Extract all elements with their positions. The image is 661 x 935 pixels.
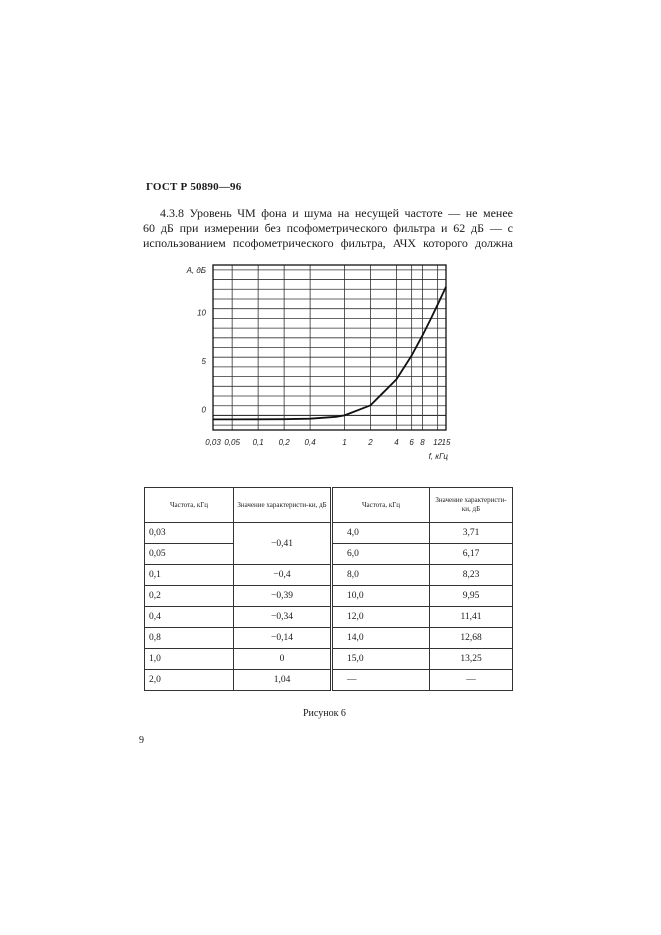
cell-value-2: 8,23 [430, 565, 513, 586]
paragraph-line: 4.3.8 Уровень ЧМ фона и шума на несущей частоте — не менее [160, 206, 513, 220]
header-frequency-1: Частота, кГц [145, 488, 234, 523]
cell-value-2: 6,17 [430, 544, 513, 565]
table-row [145, 586, 513, 607]
y-tick-labels [197, 308, 206, 414]
cell-value-1: −0,14 [234, 628, 332, 649]
cell-frequency-1: 2,0 [145, 670, 234, 691]
page-number: 9 [139, 735, 144, 746]
frequency-response-table [144, 487, 513, 691]
cell-frequency-2: 6,0 [332, 544, 430, 565]
x-tick-label: 12 [433, 438, 443, 447]
x-tick-label: 8 [420, 438, 425, 447]
paragraph-line: 60 дБ при измерении без псофометрического фильтра и 62 дБ — с [143, 221, 513, 235]
cell-frequency-2: 12,0 [332, 607, 430, 628]
chart-grid [213, 265, 446, 430]
y-tick-label: 10 [197, 308, 206, 318]
cell-value-1: 0 [234, 649, 332, 670]
cell-frequency-1: 1,0 [145, 649, 234, 670]
x-tick-label: 4 [394, 438, 399, 447]
chart-curve-group [213, 287, 446, 420]
cell-frequency-1: 0,1 [145, 565, 234, 586]
x-axis-label: f, кГц [428, 452, 448, 461]
cell-frequency-2: 4,0 [332, 523, 430, 544]
table-row [145, 607, 513, 628]
cell-value-2: 3,71 [430, 523, 513, 544]
cell-frequency-2: 14,0 [332, 628, 430, 649]
cell-value-2: 13,25 [430, 649, 513, 670]
y-axis-label: A, дБ [186, 266, 206, 275]
cell-frequency-2: 15,0 [332, 649, 430, 670]
x-tick-label: 0,05 [224, 438, 240, 447]
x-tick-label: 0,4 [304, 438, 316, 447]
cell-value-2: 9,95 [430, 586, 513, 607]
cell-value-2: 12,68 [430, 628, 513, 649]
cell-frequency-1: 0,05 [145, 544, 234, 565]
header-value-1: Значение характеристи-ки, дБ [234, 488, 332, 523]
cell-frequency-1: 0,2 [145, 586, 234, 607]
paragraph-line: использованием псофометрического фильтра, АЧХ которого должна [143, 236, 513, 250]
x-tick-label: 2 [368, 438, 373, 447]
cell-frequency-1: 0,03 [145, 523, 234, 544]
table-row [145, 565, 513, 586]
table-body [145, 523, 513, 691]
cell-frequency-2: 8,0 [332, 565, 430, 586]
cell-frequency-2: 10,0 [332, 586, 430, 607]
x-tick-label: 0,1 [252, 438, 264, 447]
table-row [145, 628, 513, 649]
table-row [145, 670, 513, 691]
y-tick-label: 0 [201, 405, 206, 415]
cell-frequency-2: — [332, 670, 430, 691]
header-value-2: Значение характеристи-ки, дБ [430, 488, 513, 523]
table-header-row [145, 488, 513, 523]
cell-value-1: −0,4 [234, 565, 332, 586]
x-tick-labels [205, 438, 451, 447]
table-row [145, 649, 513, 670]
document-code-header: ГОСТ Р 50890—96 [146, 181, 242, 193]
x-tick-label: 0,2 [278, 438, 290, 447]
x-tick-label: 0,03 [205, 438, 221, 447]
x-tick-label: 6 [409, 438, 414, 447]
figure-caption: Рисунок 6 [303, 708, 346, 719]
cell-value-2: — [430, 670, 513, 691]
cell-value-merged: −0,41 [234, 523, 332, 565]
series-line-ach [213, 287, 446, 420]
table-row [145, 523, 513, 544]
x-tick-label: 15 [441, 438, 451, 447]
cell-frequency-1: 0,4 [145, 607, 234, 628]
cell-value-2: 11,41 [430, 607, 513, 628]
y-tick-label: 5 [201, 356, 206, 366]
cell-frequency-1: 0,8 [145, 628, 234, 649]
cell-value-1: 1,04 [234, 670, 332, 691]
cell-value-1: −0,34 [234, 607, 332, 628]
x-tick-label: 1 [342, 438, 347, 447]
cell-value-1: −0,39 [234, 586, 332, 607]
header-frequency-2: Частота, кГц [332, 488, 430, 523]
